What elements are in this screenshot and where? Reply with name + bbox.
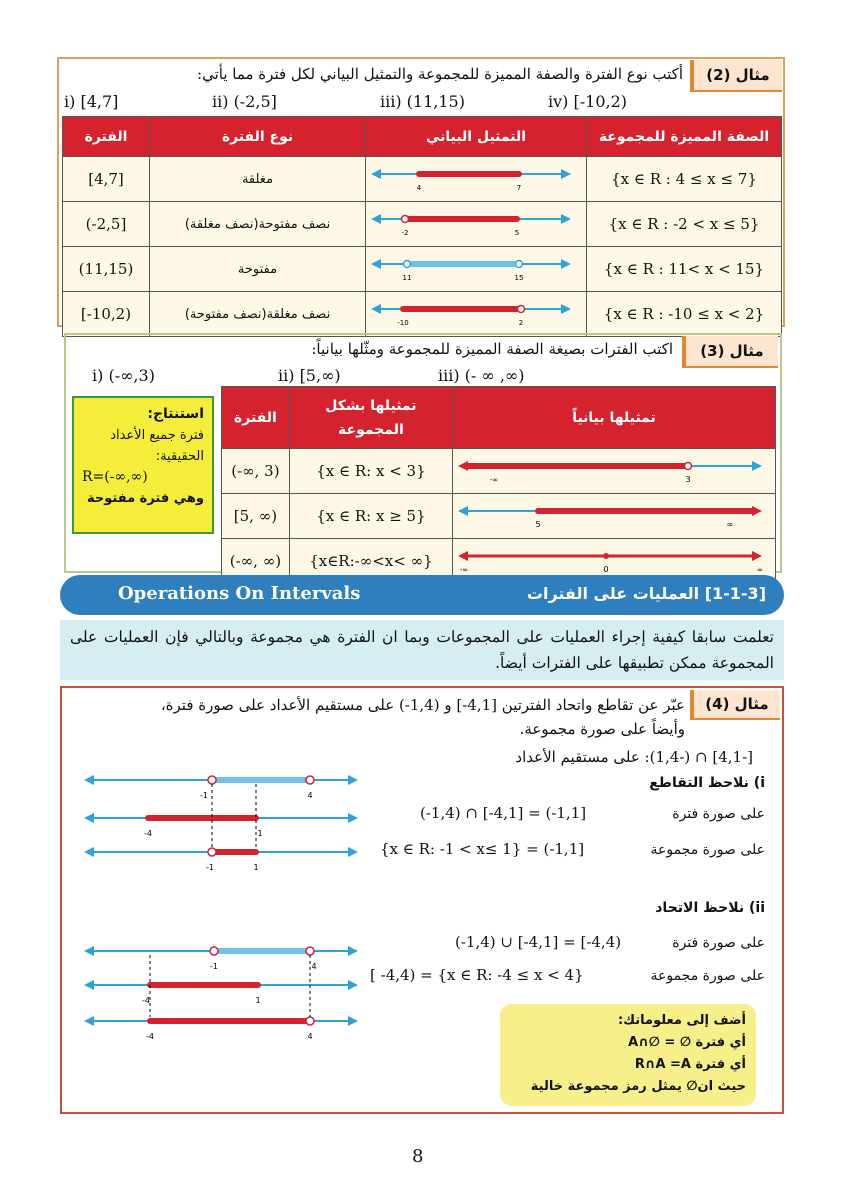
union-set: [ -4,4) = {x ∈ R: -4 ≤ x < 4} bbox=[370, 966, 584, 984]
number-line bbox=[367, 158, 583, 196]
row-2-type: نصف مفتوحة(نصف مغلقة) bbox=[150, 202, 366, 247]
conclusion-line-3: R=(-∞,∞) bbox=[82, 469, 148, 485]
number-line bbox=[454, 495, 774, 533]
tick-label: -4 bbox=[144, 829, 152, 838]
row-1-set: {x ∈ R: x < 3} bbox=[289, 449, 452, 494]
row-3-set: {x ∈ R : 11< x < 15} bbox=[587, 247, 782, 292]
example-2-tag: مثال (2) bbox=[690, 60, 782, 92]
union-interval-label: على صورة فترة bbox=[672, 935, 765, 951]
page-number: 8 bbox=[412, 1146, 424, 1167]
row-2-set: {x ∈ R : -2 < x ≤ 5} bbox=[587, 202, 782, 247]
tick-label: 4 bbox=[311, 962, 317, 971]
tick-label: 4 bbox=[307, 791, 313, 800]
section-title-english: Operations On Intervals bbox=[118, 583, 361, 604]
conclusion-title: استنتاج: bbox=[147, 406, 204, 422]
union-interval: (-1,4) ∪ [-4,1] = [-4,4) bbox=[455, 933, 622, 951]
tick-label: 2 bbox=[518, 319, 524, 327]
tick-label: 11 bbox=[402, 274, 412, 282]
tick-label: 15 bbox=[514, 274, 524, 282]
row-1-interval: (-∞, 3) bbox=[222, 449, 290, 494]
info-line-3: حيث ان∅ يمثل رمز مجموعة خالية bbox=[530, 1079, 746, 1094]
example-2-item-2: ii) (-2,5] bbox=[212, 92, 277, 111]
conclusion-line-2: الحقيقية: bbox=[155, 449, 204, 464]
info-line-2: أي فترة R∩A =A bbox=[634, 1057, 746, 1072]
example-3-item-3: iii) (- ∞ ,∞) bbox=[438, 366, 525, 385]
info-box bbox=[500, 1004, 756, 1106]
row-1-type: مغلقة bbox=[150, 157, 366, 202]
section-intro-text: تعلمت سابقا كيفية إجراء العمليات على المجموعات وبما ان الفترة هي مجموعة وبالتالي فإن العمليات على المجموعة ممكن تطبيقها على الفترات أيضاً. bbox=[70, 628, 774, 672]
tick-label: 4 bbox=[416, 184, 422, 192]
number-line bbox=[367, 203, 583, 241]
intersection-title: i) نلاحظ التقاطع bbox=[649, 775, 765, 791]
number-line bbox=[367, 293, 583, 331]
header-set-form: تمثيلها بشكل المجموعة bbox=[289, 387, 452, 449]
example-2-item-1: i) [4,7] bbox=[64, 92, 119, 111]
union-set-label: على صورة مجموعة bbox=[650, 968, 765, 984]
row-2-interval: [5, ∞) bbox=[222, 494, 290, 539]
table-row bbox=[63, 247, 782, 292]
tick-label: ∞ bbox=[726, 520, 734, 529]
intersection-interval-label: على صورة فترة bbox=[672, 806, 765, 822]
tick-label: -1 bbox=[210, 962, 218, 971]
row-4-set: {x ∈ R : -10 ≤ x < 2} bbox=[587, 292, 782, 337]
row-2-interval: (-2,5] bbox=[63, 202, 150, 247]
table-row bbox=[222, 494, 776, 539]
tick-label: -10 bbox=[397, 319, 409, 327]
example-3-item-2: ii) [5,∞) bbox=[278, 366, 341, 385]
row-1-interval: [4,7] bbox=[63, 157, 150, 202]
example-3-item-1: i) (-∞,3) bbox=[92, 366, 155, 385]
tick-label: -∞ bbox=[459, 566, 469, 574]
header-graph: التمثيل البياني bbox=[366, 117, 587, 157]
example-4-tag: مثال (4) bbox=[690, 690, 780, 720]
tick-label: 1 bbox=[253, 863, 259, 872]
tick-label: 1 bbox=[257, 829, 263, 838]
row-3-interval: (11,15) bbox=[63, 247, 150, 292]
header-graph: تمثيلها بيانياً bbox=[453, 387, 776, 449]
header-interval: الفترة bbox=[222, 387, 290, 449]
section-header bbox=[60, 575, 784, 615]
tick-label: -∞ bbox=[489, 476, 499, 484]
number-line bbox=[367, 248, 583, 286]
example-4-line: [-4,1] ∩ (-1,4): على مستقيم الأعداد bbox=[515, 748, 753, 766]
tick-label: -1 bbox=[200, 791, 208, 800]
union-diagram bbox=[80, 935, 370, 1050]
tick-label: 4 bbox=[307, 1032, 313, 1041]
union-title: ii) نلاحظ الاتحاد bbox=[655, 900, 765, 916]
header-type: نوع الفترة bbox=[150, 117, 366, 157]
conclusion-box bbox=[72, 396, 214, 534]
row-4-type: نصف مغلقة(نصف مفتوحة) bbox=[150, 292, 366, 337]
example-2-item-4: iv) [-10,2) bbox=[548, 92, 627, 111]
table-row bbox=[63, 292, 782, 337]
row-2-graph bbox=[366, 202, 587, 247]
intersection-set-label: على صورة مجموعة bbox=[650, 842, 765, 858]
row-1-graph bbox=[366, 157, 587, 202]
example-2-prompt: أكتب نوع الفترة والصفة المميزة للمجموعة والتمثيل البياني لكل فترة مما يأتي: bbox=[197, 65, 683, 83]
example-2-item-3: iii) (11,15) bbox=[380, 92, 465, 111]
table-row bbox=[63, 202, 782, 247]
row-3-graph bbox=[366, 247, 587, 292]
info-title: أضف إلى معلوماتك: bbox=[617, 1013, 746, 1028]
header-set: الصفة المميزة للمجموعة bbox=[587, 117, 782, 157]
number-line bbox=[454, 540, 774, 578]
tick-label: 5 bbox=[514, 229, 520, 237]
example-2-table bbox=[62, 116, 782, 337]
example-4-prompt-2: وأيضاً على صورة مجموعة. bbox=[519, 720, 685, 738]
header-interval: الفترة bbox=[63, 117, 150, 157]
row-3-type: مفتوحة bbox=[150, 247, 366, 292]
row-3-set: {x∈R:-∞<x< ∞} bbox=[289, 539, 452, 584]
tick-label: -1 bbox=[206, 863, 214, 872]
table-row bbox=[222, 449, 776, 494]
example-3-table bbox=[221, 386, 776, 584]
tick-label: -4 bbox=[146, 1032, 154, 1041]
row-4-graph bbox=[366, 292, 587, 337]
tick-label: 0 bbox=[603, 565, 609, 574]
tick-label: -4 bbox=[142, 996, 150, 1005]
tick-label: -2 bbox=[401, 229, 409, 237]
conclusion-line-1: فترة جميع الأعداد bbox=[110, 428, 204, 443]
info-line-1: أي فترة ∅ = ∅∩A bbox=[628, 1035, 746, 1050]
tick-label: 7 bbox=[516, 184, 522, 192]
tick-label: 5 bbox=[535, 520, 541, 529]
row-1-graph bbox=[453, 449, 776, 494]
tick-label: ∞ bbox=[757, 566, 763, 574]
example-3-tag: مثال (3) bbox=[682, 336, 778, 368]
row-4-interval: [-10,2) bbox=[63, 292, 150, 337]
section-intro bbox=[60, 620, 784, 680]
row-3-interval: (-∞, ∞) bbox=[222, 539, 290, 584]
tick-label: 1 bbox=[255, 996, 261, 1005]
row-1-set: {x ∈ R : 4 ≤ x ≤ 7} bbox=[587, 157, 782, 202]
intersection-diagram bbox=[80, 760, 370, 880]
example-4-prompt-1: عبّر عن تقاطع واتحاد الفترتين [4,1-] و (1,4-) على مستقيم الأعداد على صورة فترة، bbox=[160, 696, 685, 714]
conclusion-line-4: وهي فترة مفتوحة bbox=[87, 491, 204, 506]
row-2-graph bbox=[453, 494, 776, 539]
intersection-interval: (-1,4) ∩ [-4,1] = (-1,1] bbox=[420, 804, 587, 822]
number-line bbox=[454, 450, 774, 488]
table-row bbox=[63, 157, 782, 202]
row-2-set: {x ∈ R: x ≥ 5} bbox=[289, 494, 452, 539]
intersection-set: {x ∈ R: -1 < x≤ 1} = (-1,1] bbox=[380, 840, 585, 858]
tick-label: 3 bbox=[685, 475, 691, 484]
section-title-arabic: [1-1-3] العمليات على الفترات bbox=[526, 584, 766, 603]
example-3-prompt: اكتب الفترات بصيغة الصفة المميزة للمجموعة ومثّلها بيانياً: bbox=[311, 340, 673, 358]
